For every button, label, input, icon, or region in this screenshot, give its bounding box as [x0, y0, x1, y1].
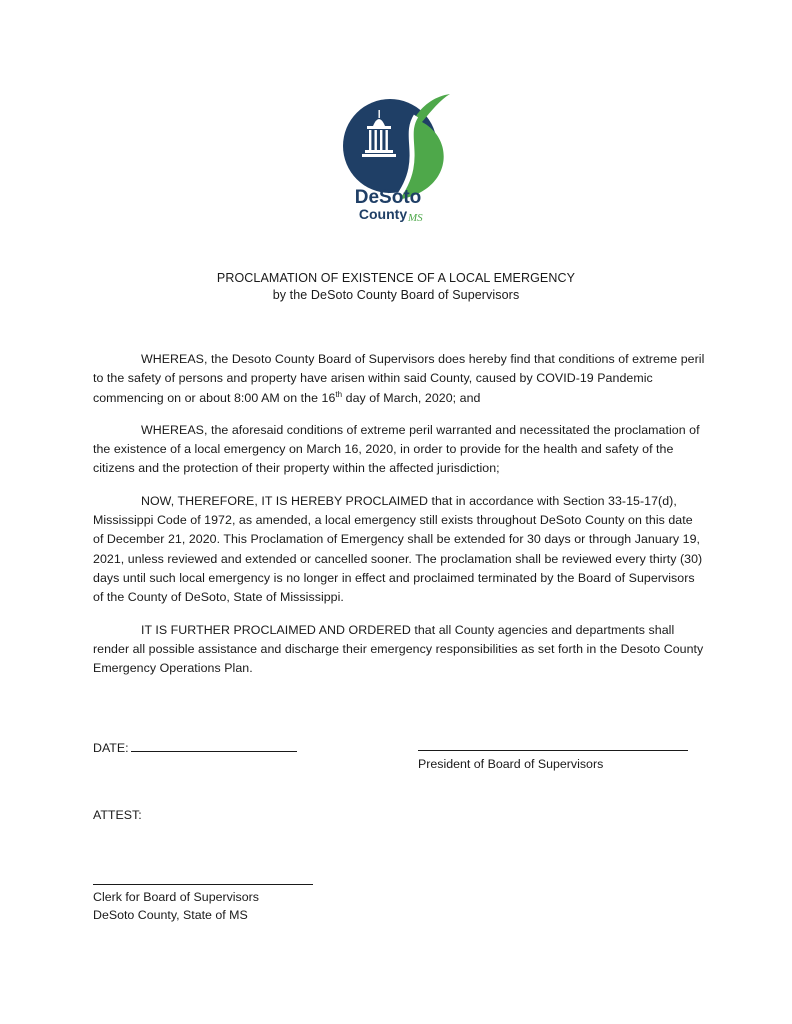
- clerk-signature-line: [93, 884, 313, 885]
- president-title: President of Board of Supervisors: [418, 757, 604, 771]
- date-blank-line: [131, 738, 297, 752]
- attest-label: ATTEST:: [93, 808, 142, 822]
- desoto-county-logo: [336, 88, 456, 228]
- document-subtitle: by the DeSoto County Board of Supervisors: [272, 288, 520, 302]
- logo-name-line2: County: [358, 206, 408, 222]
- logo-name-line1: DeSoto: [354, 187, 422, 208]
- paragraph-1-text-end: day of March, 2020; and: [342, 390, 481, 405]
- president-signature-line: [418, 750, 688, 751]
- proclamation-body: [93, 350, 705, 691]
- document-title: PROCLAMATION OF EXISTENCE OF A LOCAL EMERGENCY: [216, 271, 576, 285]
- clerk-location: DeSoto County, State of MS: [93, 908, 248, 922]
- date-label: DATE:: [93, 741, 129, 755]
- clerk-signature-block: [93, 888, 259, 924]
- logo-graphic: [336, 88, 456, 228]
- paragraph-whereas-2: WHEREAS, the aforesaid conditions of extreme peril warranted and necessitated the proclamation of the existence of a local emergency on March 16, 2020, in order to provide for the health and safety of the citizens and the protection of their property within the affected jurisdiction;: [93, 422, 700, 476]
- paragraph-further-proclaimed: IT IS FURTHER PROCLAIMED AND ORDERED that all County agencies and departments shall render all possible assistance and discharge their emergency responsibilities as set forth in the Desoto County Emergency Operations Plan.: [93, 622, 704, 676]
- paragraph-now-therefore: NOW, THEREFORE, IT IS HEREBY PROCLAIMED that in accordance with Section 33-15-17(d), Mississippi Code of 1972, as amended, a local emergency still exists throughout DeSoto County on this date of December 21, 2020. This Proclamation of Emergency shall be extended for 30 days or through January 19, 2021, unless reviewed and extended or cancelled sooner. The proclamation shall be reviewed every thirty (30) days until such local emergency is no longer in effect and proclaimed terminated by the Board of Supervisors of the County of DeSoto, State of Mississippi.: [93, 493, 703, 605]
- clerk-title: Clerk for Board of Supervisors: [93, 890, 259, 904]
- logo-state-mark: MS: [408, 212, 423, 224]
- proclamation-heading: [0, 270, 792, 304]
- ordinal-suffix: th: [335, 389, 343, 399]
- date-field: [93, 738, 297, 757]
- paragraph-whereas-1: [93, 350, 705, 408]
- paragraph-1-text: WHEREAS, the Desoto County Board of Supervisors does hereby find that conditions of extreme peril to the safety of persons and property have arisen within said County, caused by COVID-19 Pandemic commencing on or about 8:00 AM on the 16: [93, 352, 705, 405]
